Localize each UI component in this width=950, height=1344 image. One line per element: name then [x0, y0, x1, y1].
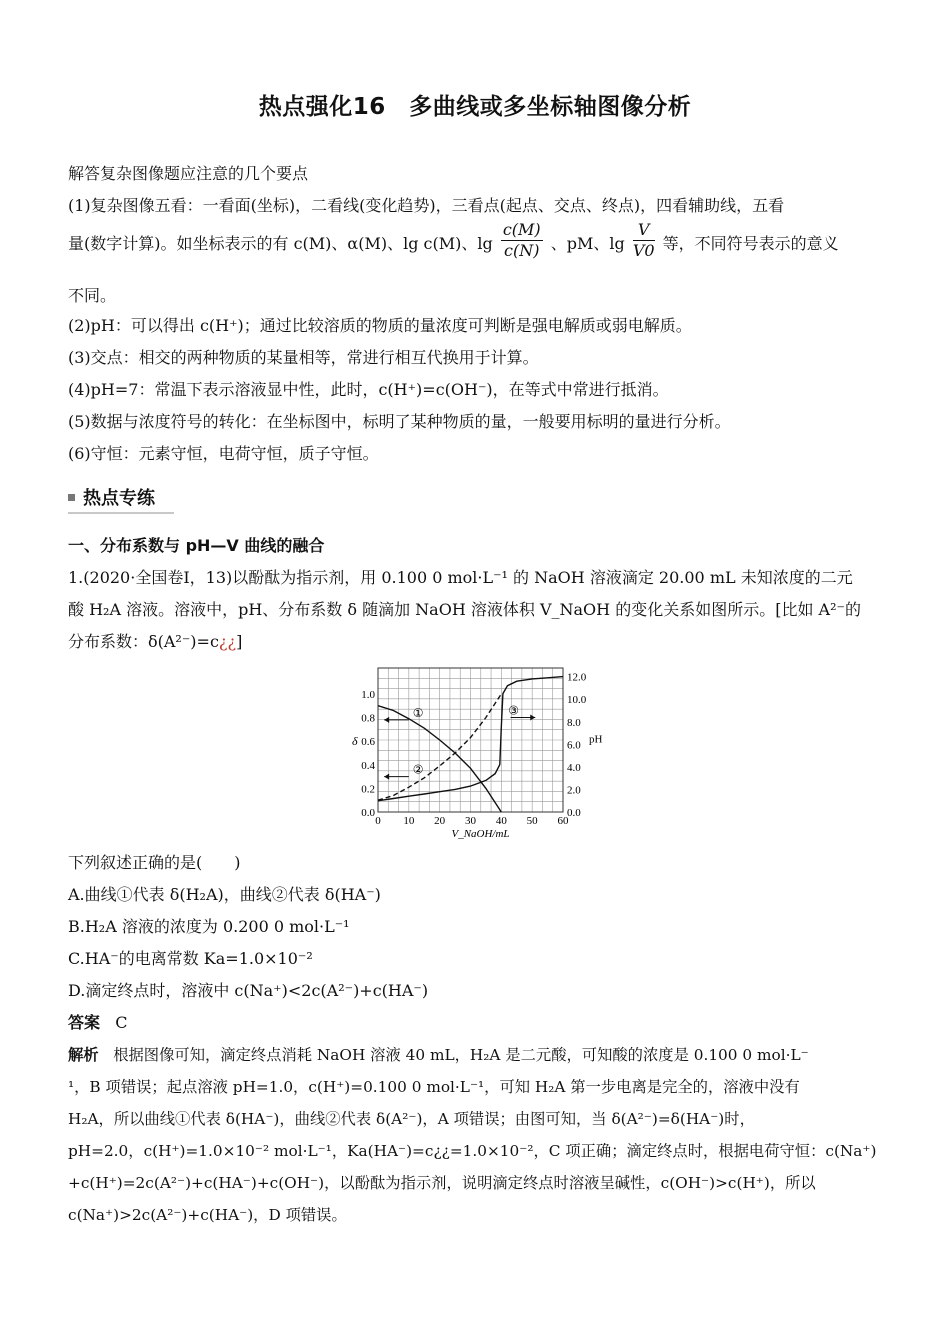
question-line-3: 分布系数：δ(A²⁻)=c¿¿] [68, 632, 243, 651]
page-title: 热点强化16 多曲线或多坐标轴图像分析 [258, 94, 692, 120]
option-d: D.滴定终点时，溶液中 c(Na⁺)<2c(A²⁻)+c(HA⁻) [68, 981, 429, 1000]
y-right-axis-label: pH [589, 733, 603, 746]
titration-chart [340, 660, 610, 845]
intro-point-1c: 不同。 [68, 286, 117, 305]
y-left-tick-label: 0.2 [361, 783, 375, 796]
y-left-tick-label: 0.0 [361, 807, 375, 819]
intro-point-3: (3)交点：相交的两种物质的某量相等，常进行相互代换用于计算。 [68, 348, 539, 367]
fraction-cm-cn: $\frac{c(M)}{c(N)}$ [502, 220, 541, 260]
intro-point-6: (6)守恒：元素守恒，电荷守恒，质子守恒。 [68, 444, 379, 463]
x-tick-label: 40 [495, 815, 507, 827]
fraction-v-v0: $\frac{V}{V0}$ [632, 220, 655, 260]
series-label: ① [412, 705, 424, 720]
series-label: ③ [508, 703, 520, 718]
x-tick-label: 30 [465, 815, 476, 827]
answer-line: 答案 C [68, 1013, 128, 1032]
intro-heading: 解答复杂图像题应注意的几个要点 [68, 164, 309, 183]
y-right-tick-label: 12.0 [567, 671, 587, 684]
y-right-tick-label: 4.0 [567, 761, 581, 774]
question-stem: 下列叙述正确的是( ) [68, 853, 241, 872]
option-a: A.曲线①代表 δ(H₂A)，曲线②代表 δ(HA⁻) [68, 885, 381, 904]
analysis-line-2: ¹，B 项错误；起点溶液 pH=1.0，c(H⁺)=0.100 0 mol·L⁻¹，可知 H₂A 第一步电离是完全的，溶液中没有 [68, 1078, 800, 1096]
arrow-head-icon [384, 774, 389, 780]
y-left-tick-label: 1.0 [361, 688, 375, 701]
x-axis-label: V_NaOH/mL [451, 828, 510, 840]
analysis-line-5: +c(H⁺)=2c(A²⁻)+c(HA⁻)+c(OH⁻)，以酚酞为指示剂，说明滴定终点时溶液呈碱性，c(OH⁻)>c(H⁺)，所以 [68, 1174, 816, 1192]
intro-point-4: (4)pH=7：常温下表示溶液显中性，此时，c(H⁺)=c(OH⁻)，在等式中常进行抵消。 [68, 380, 669, 399]
analysis-line-4: pH=2.0，c(H⁺)=1.0×10⁻² mol·L⁻¹，Ka(HA⁻)=c¿¿=1.0×10⁻²，C 项正确；滴定终点时，根据电荷守恒：c(Na⁺) [68, 1142, 877, 1160]
subsection-heading: 一、分布系数与 pH—V 曲线的融合 [68, 536, 325, 555]
y-right-tick-label: 10.0 [567, 694, 587, 707]
option-b: B.H₂A 溶液的浓度为 0.200 0 mol·L⁻¹ [68, 917, 350, 936]
y-left-tick-label: 0.4 [361, 759, 375, 772]
y-right-tick-label: 6.0 [567, 739, 581, 752]
question-line-2: 酸 H₂A 溶液。溶液中，pH、分布系数 δ 随滴加 NaOH 溶液体积 V_NaOH 的变化关系如图所示。[比如 A²⁻的 [68, 600, 861, 619]
y-right-tick-label: 2.0 [567, 784, 581, 797]
x-tick-label: 10 [403, 815, 415, 827]
intro-point-1a: (1)复杂图像五看：一看面(坐标)，二看线(变化趋势)，三看点(起点、交点、终点)，四看辅助线，五看 [68, 196, 785, 215]
y-left-tick-label: 0.6 [361, 736, 375, 749]
analysis-line-3: H₂A，所以曲线①代表 δ(HA⁻)，曲线②代表 δ(A²⁻)，A 项错误；由图可知，当 δ(A²⁻)=δ(HA⁻)时， [68, 1110, 755, 1128]
option-c: C.HA⁻的电离常数 Ka=1.0×10⁻² [68, 949, 313, 968]
arrow-head-icon [384, 717, 389, 723]
x-tick-label: 0 [375, 815, 381, 827]
series-label: ② [412, 762, 424, 777]
intro-point-1b: 量(数字计算)。如坐标表示的有 c(M)、α(M)、lg c(M)、lg $\frac{c(M)}{c(N)}$ 、pM、lg $\frac{V}{V0}$ 等，不同符号表示的意义 [68, 220, 839, 260]
y-right-tick-label: 8.0 [567, 716, 581, 729]
y-left-axis-label: δ [352, 734, 358, 749]
section-heading: 热点专练 [68, 484, 174, 514]
bullet-square-icon [68, 494, 75, 501]
y-right-tick-label: 0.0 [567, 807, 581, 819]
y-left-tick-label: 0.8 [361, 712, 375, 725]
x-tick-label: 20 [434, 815, 446, 827]
intro-point-5: (5)数据与浓度符号的转化：在坐标图中，标明了某种物质的量，一般要用标明的量进行分析。 [68, 412, 731, 431]
x-tick-label: 60 [557, 815, 569, 827]
analysis-line-6: c(Na⁺)>2c(A²⁻)+c(HA⁻)，D 项错误。 [68, 1206, 347, 1224]
x-tick-label: 50 [526, 815, 538, 827]
analysis-line-1: 解析 根据图像可知，滴定终点消耗 NaOH 溶液 40 mL，H₂A 是二元酸，可知酸的浓度是 0.100 0 mol·L⁻ [68, 1046, 809, 1064]
intro-point-2: (2)pH：可以得出 c(H⁺)；通过比较溶质的物质的量浓度可判断是强电解质或弱电解质。 [68, 316, 692, 335]
question-line-1: 1.(2020·全国卷Ⅰ，13)以酚酞为指示剂，用 0.100 0 mol·L⁻¹ 的 NaOH 溶液滴定 20.00 mL 未知浓度的二元 [68, 568, 853, 587]
